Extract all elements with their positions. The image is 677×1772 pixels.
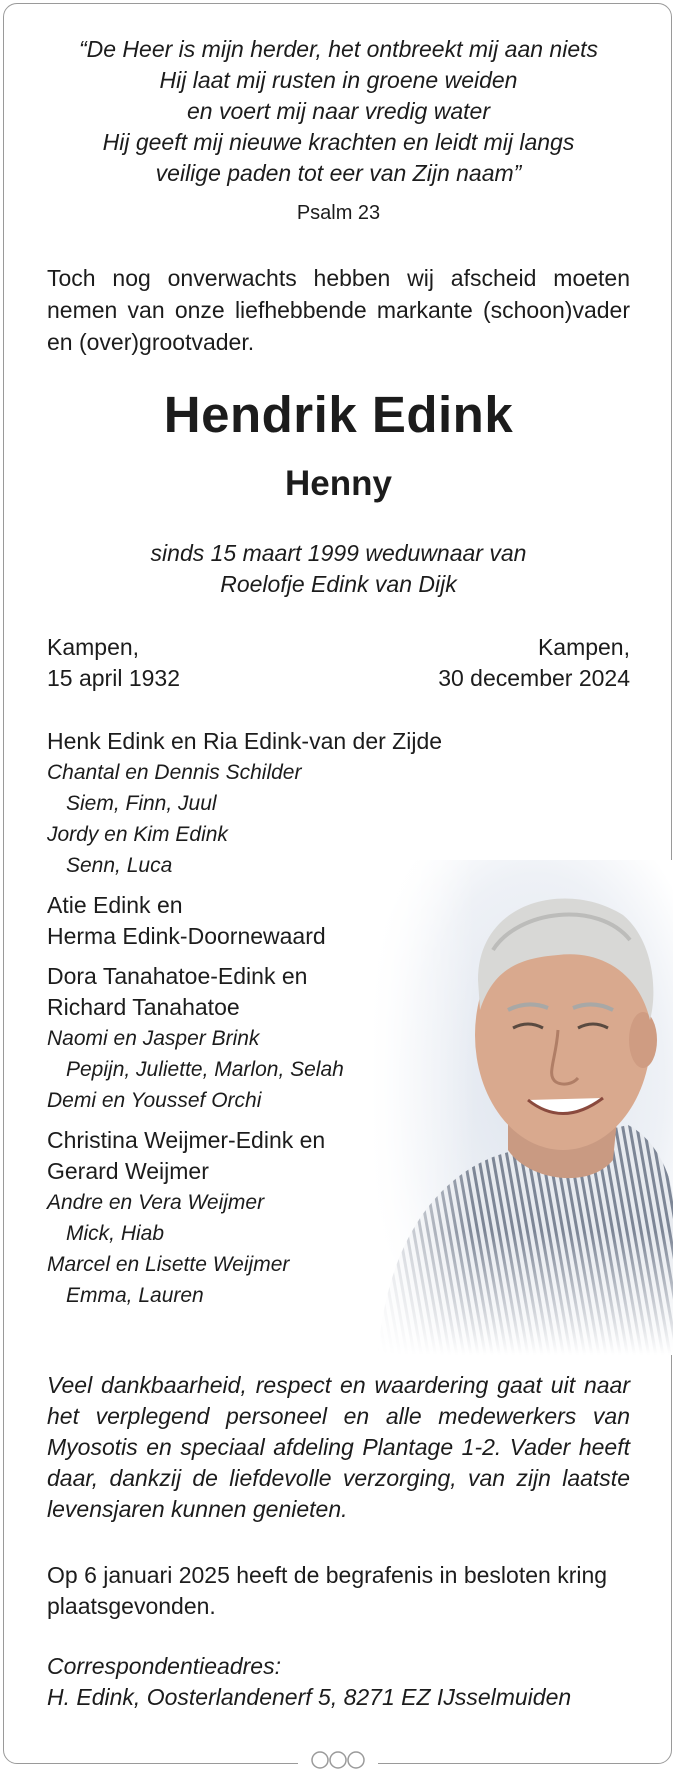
correspondence-label: Correspondentieadres: <box>47 1653 281 1679</box>
quote-line: en voert mij naar vredig water <box>187 98 490 124</box>
thanks-text: Veel dankbaarheid, respect en waardering gaat uit naar het verplegend personeel en alle medewerkers van Myosotis en speciaal afdeling Plantage 1-2. Vader heeft daar, dankzij de liefdevolle verzorging, van zijn laatste levensjaren kunnen genieten. <box>47 1372 630 1522</box>
quote-line: Hij laat mij rusten in groene weiden <box>159 67 518 93</box>
family-member: Dora Tanahatoe-Edink en <box>47 963 308 989</box>
birth-place: Kampen, <box>47 634 140 660</box>
psalm-quote <box>47 34 630 189</box>
family-group <box>47 890 447 952</box>
spouse-name: Roelofje Edink van Dijk <box>220 571 457 597</box>
grandchildren: Demi en Youssef Orchi <box>47 1089 262 1112</box>
correspondence <box>47 1651 630 1713</box>
great-grandchildren: Pepijn, Juliette, Marlon, Selah <box>66 1058 344 1081</box>
quote-line: veilige paden tot eer van Zijn naam” <box>155 160 522 186</box>
family-member: Christina Weijmer-Edink en <box>47 1127 326 1153</box>
grandchildren: Jordy en Kim Edink <box>47 823 228 846</box>
birth-date: 15 april 1932 <box>47 665 180 691</box>
quote-line: “De Heer is mijn herder, het ontbreekt mij aan niets <box>78 36 599 62</box>
death-info <box>438 632 630 694</box>
family-member: Henk Edink en Ria Edink-van der Zijde <box>47 728 443 754</box>
family-member: Gerard Weijmer <box>47 1158 209 1184</box>
grandchildren: Marcel en Lisette Weijmer <box>47 1253 290 1276</box>
intro-text: Toch nog onverwachts hebben wij afscheid moeten nemen van onze liefhebbende markante (schoon)vader en (over)grootvader. <box>47 265 630 355</box>
quote-line: Hij geeft mij nieuwe krachten en leidt mij langs <box>102 129 575 155</box>
great-grandchildren: Emma, Lauren <box>66 1284 204 1307</box>
grandchildren: Chantal en Dennis Schilder <box>47 761 302 784</box>
family-member: Herma Edink-Doornewaard <box>47 923 326 949</box>
deceased-nickname: Henny <box>285 464 392 503</box>
birth-info <box>47 632 180 694</box>
great-grandchildren: Siem, Finn, Juul <box>66 792 217 815</box>
family-group <box>47 961 447 1116</box>
rings-ornament-icon <box>298 1748 378 1772</box>
grandchildren: Naomi en Jasper Brink <box>47 1027 260 1050</box>
family-group <box>47 726 447 881</box>
great-grandchildren: Mick, Hiab <box>66 1222 165 1245</box>
widower-text: sinds 15 maart 1999 weduwnaar van <box>150 540 527 566</box>
family-group <box>47 1125 447 1311</box>
quote-source: Psalm 23 <box>296 202 381 224</box>
grandchildren: Andre en Vera Weijmer <box>47 1191 265 1214</box>
great-grandchildren: Senn, Luca <box>66 854 173 877</box>
family-member: Richard Tanahatoe <box>47 994 240 1020</box>
correspondence-address: H. Edink, Oosterlandenerf 5, 8271 EZ IJsselmuiden <box>47 1684 572 1710</box>
family-member: Atie Edink en <box>47 892 183 918</box>
funeral-notice: Op 6 januari 2025 heeft de begrafenis in besloten kring plaatsgevonden. <box>47 1562 608 1619</box>
death-place: Kampen, <box>537 634 630 660</box>
family-list <box>47 726 447 1320</box>
deceased-name: Hendrik Edink <box>163 386 514 443</box>
death-date: 30 december 2024 <box>438 665 630 691</box>
widower-line <box>47 538 630 600</box>
